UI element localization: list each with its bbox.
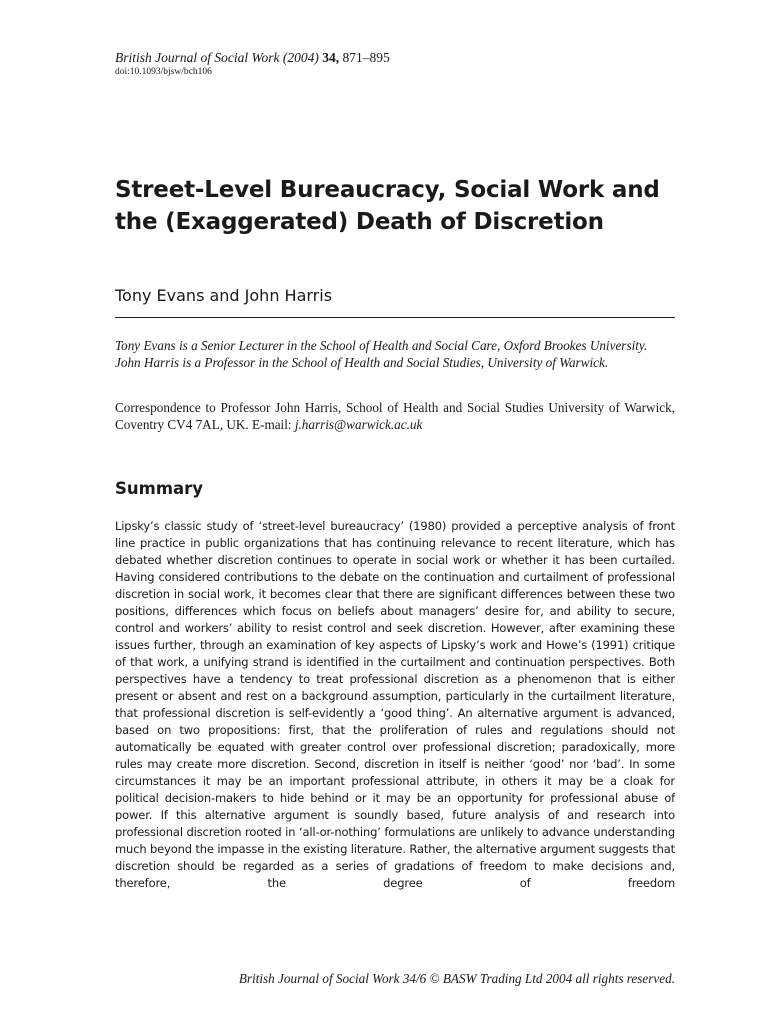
paper-page bbox=[115, 0, 675, 1024]
correspondence-email[interactable]: j.harris@warwick.ac.uk bbox=[294, 417, 423, 432]
divider bbox=[115, 317, 675, 318]
summary-body: Lipsky’s classic study of ‘street-level bureaucracy’ (1980) provided a perceptive analysis of front line practice in public organizations that has continuing relevance to recent literature, which has debated whether discretion continues to operate in social work or whether it has been curtailed. Having considered contributions to the debate on the continuation and curtailment of professional discretion in social work, it becomes clear that there are significant differences between these two positions, differences which focus on beliefs about managers’ desire for, and ability to secure, control and workers’ ability to resist control and seek discretion. However, after examining these issues further, through an examination of key aspects of Lipsky’s work and Howe’s (1991) critique of that work, a unifying strand is identified in the curtailment and continuation perspectives. Both perspectives have a tendency to treat professional discretion as a phenomenon that is either present or absent and rest on a background assumption, particularly in the curtailment literature, that professional discretion is self-evidently a ‘good thing’. An alternative argument is advanced, based on two propositions: first, that the proliferation of rules and regulations should not automatically be equated with greater control over professional discretion; paradoxically, more rules may create more discretion. Second, discretion in itself is neither ‘good’ nor ‘bad’. In some circumstances it may be an important professional attribute, in others it may be a cloak for political decision-makers to hide behind or it may be an opportunity for professional abuse of power. If this alternative argument is soundly based, future analysis of and research into professional discretion rooted in ‘all-or-nothing’ formulations are unlikely to advance understanding much beyond the impasse in the existing literature. Rather, the alternative argument suggests that discretion should be regarded as a series of gradations of freedom to make decisions and, therefore, the degree of freedom bbox=[115, 519, 675, 890]
authors: Tony Evans and John Harris bbox=[115, 286, 333, 305]
affiliation-harris: John Harris is a Professor in the School of Health and Social Studies, University of Warwick. bbox=[115, 355, 609, 370]
journal-pages: 871–895 bbox=[342, 50, 390, 65]
correspondence bbox=[115, 399, 675, 433]
affiliations bbox=[115, 337, 675, 371]
footer-copyright: British Journal of Social Work 34/6 © BASW Trading Ltd 2004 all rights reserved. bbox=[238, 971, 675, 986]
article-title: Street-Level Bureaucracy, Social Work and the (Exaggerated) Death of Discretion bbox=[115, 177, 660, 235]
doi: doi:10.1093/bjsw/bch106 bbox=[115, 67, 212, 77]
summary-heading: Summary bbox=[115, 479, 204, 498]
journal-citation bbox=[115, 50, 390, 66]
journal-volume: 34, bbox=[322, 50, 340, 65]
journal-name: British Journal of Social Work (2004) bbox=[115, 50, 319, 65]
correspondence-text: Correspondence to Professor John Harris, School of Health and Social Studies University of Warwick, Coventry CV4 7AL, UK. E-mail: bbox=[115, 400, 675, 432]
affiliation-evans: Tony Evans is a Senior Lecturer in the School of Health and Social Care, Oxford Brookes University. bbox=[115, 338, 648, 353]
